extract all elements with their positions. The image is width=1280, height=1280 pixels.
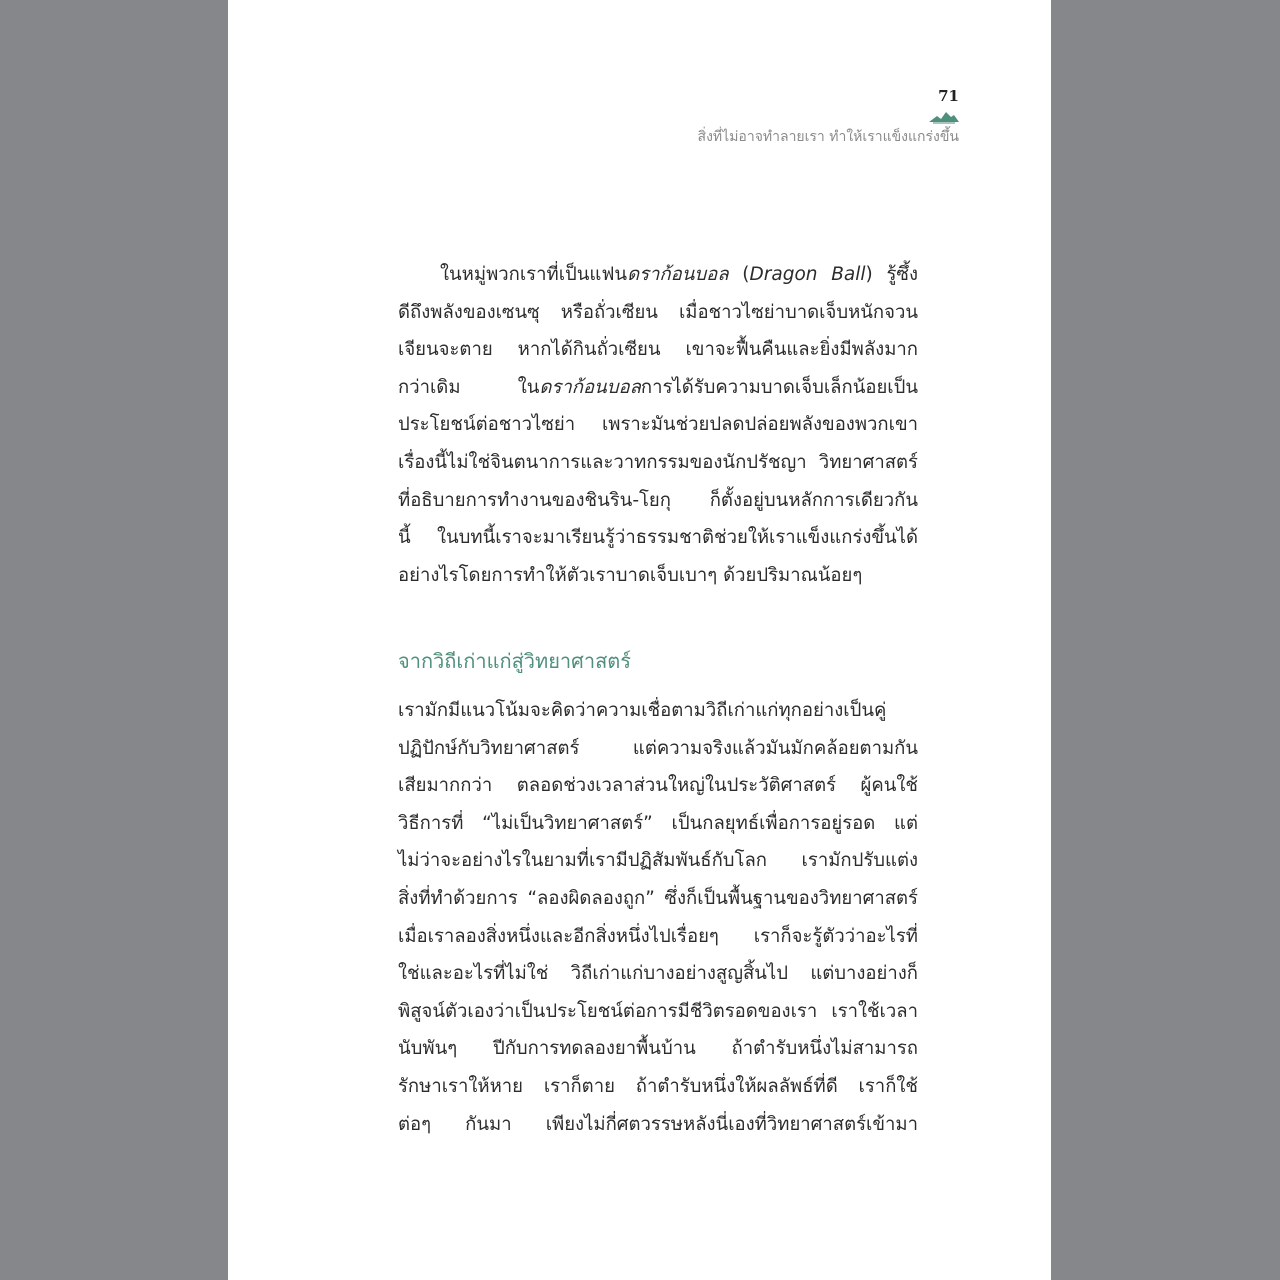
paragraph-line: อย่างไรโดยการทำให้ตัวเราบาดเจ็บเบาๆ ด้วยปริมาณน้อยๆ bbox=[398, 564, 863, 586]
section-heading: จากวิถีเก่าแก่สู่วิทยาศาสตร์ bbox=[398, 649, 632, 673]
page-number: 71 bbox=[938, 87, 959, 105]
paragraph-line: ประโยชน์ต่อชาวไซย่า เพราะมันช่วยปลดปล่อยพลังของพวกเขา bbox=[398, 414, 918, 436]
paragraph-line: ใช่และอะไรที่ไม่ใช่ วิถีเก่าแก่บางอย่างสูญสิ้นไป แต่บางอย่างก็ bbox=[398, 963, 918, 985]
page-header bbox=[698, 86, 959, 148]
paragraph-line: สิ่งที่ทำด้วยการ “ลองผิดลองถูก” ซึ่งก็เป็นพื้นฐานของวิทยาศาสตร์ bbox=[398, 887, 918, 909]
book-page bbox=[228, 0, 1051, 1280]
paragraph-line: นับพันๆ ปีกับการทดลองยาพื้นบ้าน ถ้าตำรับหนึ่งไม่สามารถ bbox=[398, 1038, 918, 1060]
paragraph-line: ไม่ว่าจะอย่างไรในยามที่เรามีปฏิสัมพันธ์กับโลก เรามักปรับแต่ง bbox=[398, 850, 918, 872]
paragraph-intro bbox=[398, 256, 918, 594]
paragraph-line: ปฏิปักษ์กับวิทยาศาสตร์ แต่ความจริงแล้วมันมักคล้อยตามกัน bbox=[398, 737, 918, 759]
paragraph-line: เรื่องนี้ไม่ใช่จินตนาการและวาทกรรมของนักปรัชญา วิทยาศาสตร์ bbox=[398, 451, 918, 473]
paragraph-line: เสียมากกว่า ตลอดช่วงเวลาส่วนใหญ่ในประวัติศาสตร์ ผู้คนใช้ bbox=[398, 775, 918, 797]
mountain-logo-icon bbox=[929, 110, 959, 124]
paragraph-line: เรามักมีแนวโน้มจะคิดว่าความเชื่อตามวิถีเก่าแก่ทุกอย่างเป็นคู่ bbox=[398, 700, 887, 721]
paragraph-line: นี้ ในบทนี้เราจะมาเรียนรู้ว่าธรรมชาติช่วยให้เราแข็งแกร่งขึ้นได้ bbox=[398, 527, 918, 549]
paragraph-line: กว่าเดิม ในดราก้อนบอลการได้รับความบาดเจ็บเล็กน้อยเป็น bbox=[398, 376, 918, 398]
italic-title: ดราก้อนบอล bbox=[539, 376, 641, 398]
paragraph-line: ในหมู่พวกเราที่เป็นแฟนดราก้อนบอล (Dragon Ball) รู้ซึ้ง bbox=[440, 264, 918, 285]
italic-title: Dragon Ball bbox=[749, 264, 866, 285]
italic-title: ดราก้อนบอล bbox=[627, 264, 729, 285]
paragraph-science bbox=[398, 692, 918, 1143]
paragraph-line: เมื่อเราลองสิ่งหนึ่งและอีกสิ่งหนึ่งไปเรื่อยๆ เราก็จะรู้ตัวว่าอะไรที่ bbox=[398, 925, 918, 947]
paragraph-line: ต่อๆ กันมา เพียงไม่กี่ศตวรรษหลังนี่เองที่วิทยาศาสตร์เข้ามา bbox=[398, 1113, 918, 1135]
paragraph-line: เจียนจะตาย หากได้กินถั่วเซียน เขาจะฟื้นคืนและยิ่งมีพลังมาก bbox=[398, 339, 918, 361]
paragraph-line: ที่อธิบายการทำงานของชินริน-โยกุ ก็ตั้งอยู่บนหลักการเดียวกัน bbox=[398, 489, 918, 511]
paragraph-line: วิธีการที่ “ไม่เป็นวิทยาศาสตร์” เป็นกลยุทธ์เพื่อการอยู่รอด แต่ bbox=[398, 812, 918, 834]
paragraph-line: พิสูจน์ตัวเองว่าเป็นประโยชน์ต่อการมีชีวิตรอดของเรา เราใช้เวลา bbox=[398, 1000, 918, 1022]
paragraph-line: ดีถึงพลังของเซนซุ หรือถั่วเซียน เมื่อชาวไซย่าบาดเจ็บหนักจวน bbox=[398, 301, 918, 323]
paragraph-line: รักษาเราให้หาย เราก็ตาย ถ้าตำรับหนึ่งให้ผลลัพธ์ที่ดี เราก็ใช้ bbox=[398, 1075, 918, 1097]
running-head-title: สิ่งที่ไม่อาจทำลายเรา ทำให้เราแข็งแกร่งขึ้น bbox=[697, 129, 959, 145]
